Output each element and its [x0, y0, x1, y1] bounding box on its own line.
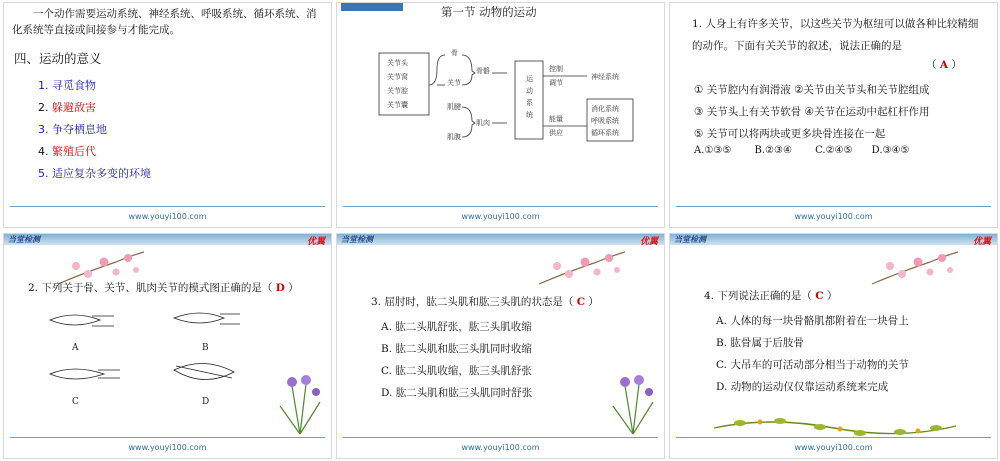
- intro-text: 一个动作需要运动系统、神经系统、呼吸系统、循环系统、消化系统等直接或间接参与才能完成。: [12, 8, 317, 36]
- muscle-d: [174, 363, 234, 379]
- bone-label: 骨: [451, 49, 458, 57]
- option-list: [381, 316, 532, 404]
- label-b: B: [202, 343, 209, 353]
- label-a: A: [72, 343, 79, 353]
- footer-line: [676, 206, 991, 207]
- header-tab: [341, 3, 403, 11]
- section-heading: 四、运动的意义: [14, 51, 102, 66]
- statement: ⑤ 关节可以将两块或更多块骨连接在一起: [694, 128, 886, 140]
- vine-decoration: [710, 414, 960, 438]
- footer-url: www.youyi100.com: [128, 212, 207, 221]
- footer-url: www.youyi100.com: [128, 443, 207, 452]
- joint-cavity: 关节腔: [387, 87, 408, 95]
- footer-line: [10, 437, 325, 438]
- list-item: [38, 163, 151, 185]
- blossom-decoration: [870, 248, 960, 288]
- answer-letter: C: [576, 296, 586, 308]
- footer-url: www.youyi100.com: [461, 212, 540, 221]
- brand-logo: 优翼: [972, 237, 991, 247]
- answer-line: （ A ）: [926, 59, 962, 71]
- option-list: [716, 310, 909, 398]
- list-item: [38, 141, 151, 163]
- supply-label: 供应: [549, 129, 563, 137]
- belly-label: 肌腹: [447, 133, 461, 141]
- options-row: [694, 145, 909, 156]
- header-tag: 当堂检测: [674, 235, 706, 244]
- footer-url: www.youyi100.com: [461, 443, 540, 452]
- option[interactable]: B. 肱二头肌和肱三头肌同时收缩: [381, 343, 532, 355]
- question-body: 3. 屈肘时，肱二头肌和肱三头肌的状态是（: [371, 296, 574, 308]
- joint-head: 关节头: [387, 59, 408, 67]
- item-num: 4.: [38, 145, 49, 158]
- joint-socket: 关节窝: [387, 73, 408, 81]
- answer-letter: D: [275, 282, 285, 294]
- list-item: [38, 97, 151, 119]
- statement-list: [694, 79, 930, 145]
- slide-5[interactable]: [336, 233, 665, 459]
- item-text: 寻觅食物: [52, 79, 96, 92]
- option[interactable]: C.②④⑤: [815, 145, 853, 156]
- tendon-label: 肌腱: [447, 103, 461, 111]
- footer-line: [343, 206, 658, 207]
- footer-line: [10, 206, 325, 207]
- question-text: [371, 294, 599, 311]
- control-label: 控制: [549, 65, 563, 73]
- svg-text:统: 统: [526, 111, 533, 119]
- header-bar: [670, 234, 997, 245]
- joint-diagrams: [44, 306, 244, 410]
- header-tag: 当堂检测: [341, 235, 373, 244]
- nervous-system-label: 神经系统: [591, 73, 619, 81]
- option[interactable]: C. 大吊车的可活动部分相当于动物的关节: [716, 359, 909, 371]
- option[interactable]: B. 肱骨属于后肢骨: [716, 337, 804, 349]
- item-text: 躲避敌害: [52, 101, 96, 114]
- energy-label: 能量: [549, 115, 563, 123]
- slide-3[interactable]: [669, 2, 998, 228]
- footer-line: [676, 437, 991, 438]
- joint-capsule: 关节囊: [387, 101, 408, 109]
- item-text: 适应复杂多变的环境: [52, 167, 151, 180]
- item-num: 5.: [38, 167, 49, 180]
- question-close: ）: [588, 296, 599, 308]
- bone-a: [92, 316, 114, 326]
- item-num: 1.: [38, 79, 49, 92]
- footer-url: www.youyi100.com: [794, 443, 873, 452]
- svg-text:动: 动: [526, 87, 533, 95]
- digestive-system: 消化系统: [591, 105, 619, 113]
- bracket-line: [462, 55, 475, 85]
- slide-4[interactable]: [3, 233, 332, 459]
- question-body: 1. 人身上有许多关节，以这些关节为枢纽可以做各种比较精细的动作。下面有关关节的叙述，说法正确的是: [692, 18, 979, 52]
- option[interactable]: D. 肱二头肌和肱三头肌同时舒张: [381, 387, 533, 399]
- bone-d: [176, 366, 232, 378]
- respiratory-system: 呼吸系统: [591, 117, 619, 125]
- option[interactable]: A.①③⑤: [694, 145, 732, 156]
- footer-line: [343, 437, 658, 438]
- muscle-label: 肌肉: [476, 119, 490, 127]
- option[interactable]: A. 人体的每一块骨骼肌都附着在一块骨上: [716, 315, 909, 327]
- blossom-decoration: [537, 248, 627, 288]
- item-text: 繁殖后代: [52, 145, 96, 158]
- option[interactable]: D. 动物的运动仅仅靠运动系统来完成: [716, 381, 889, 393]
- motion-system-diagram: [337, 33, 665, 183]
- joint-label: 关节: [447, 79, 461, 87]
- question-body: 4. 下列说法正确的是（: [704, 290, 812, 302]
- item-num: 2.: [38, 101, 49, 114]
- question-close: ）: [288, 282, 299, 294]
- item-num: 3.: [38, 123, 49, 136]
- svg-text:系: 系: [526, 99, 533, 107]
- slide-title: 第一节 动物的运动: [441, 5, 537, 19]
- footer-url: www.youyi100.com: [794, 212, 873, 221]
- option[interactable]: C. 肱二头肌收缩，肱三头肌舒张: [381, 365, 532, 377]
- header-bar: [4, 234, 331, 245]
- answer-letter: A: [939, 59, 948, 71]
- iris-flower-decoration: [270, 366, 330, 436]
- statement: ① 关节腔内有润滑液 ②关节由关节头和关节腔组成: [694, 84, 930, 96]
- muscle-b: [174, 313, 224, 323]
- bracket-line: [462, 107, 475, 137]
- muscle-a: [50, 315, 100, 325]
- svg-text:运: 运: [526, 75, 533, 83]
- header-tag: 当堂检测: [8, 235, 40, 244]
- question-text: [28, 280, 299, 297]
- option[interactable]: D.③④⑤: [871, 145, 910, 156]
- question-body: 2. 下列关于骨、关节、肌肉关节的模式图正确的是（: [28, 282, 273, 294]
- slide-6[interactable]: [669, 233, 998, 459]
- bone-b: [220, 314, 240, 324]
- slide-1[interactable]: [3, 2, 332, 228]
- question-text: [704, 288, 837, 305]
- brand-logo: 优翼: [639, 237, 658, 247]
- iris-flower-decoration: [603, 366, 663, 436]
- skeleton-label: 骨骼: [476, 67, 490, 75]
- item-text: 争夺栖息地: [52, 123, 107, 136]
- brand-logo: 优翼: [306, 237, 325, 247]
- answer-letter: C: [815, 290, 824, 302]
- question-close: ）: [826, 290, 838, 302]
- list-item: [38, 75, 151, 97]
- purpose-list: [38, 75, 151, 185]
- muscle-c: [50, 369, 104, 379]
- question-text: [692, 13, 982, 57]
- header-bar: [337, 234, 664, 245]
- bone-c: [98, 370, 120, 378]
- option[interactable]: A. 肱二头肌舒张，肱三头肌收缩: [381, 321, 532, 333]
- circulatory-system: 循环系统: [591, 129, 619, 137]
- option[interactable]: B.②③④: [754, 145, 792, 156]
- regulate-label: 调节: [549, 79, 563, 87]
- slide-2[interactable]: [336, 2, 665, 228]
- system-label-vertical: [526, 75, 534, 119]
- label-c: C: [72, 397, 79, 407]
- bracket-line: [429, 55, 445, 85]
- list-item: [38, 119, 151, 141]
- label-d: D: [202, 397, 210, 407]
- statement: ③ 关节头上有关节软骨 ④关节在运动中起杠杆作用: [694, 106, 930, 118]
